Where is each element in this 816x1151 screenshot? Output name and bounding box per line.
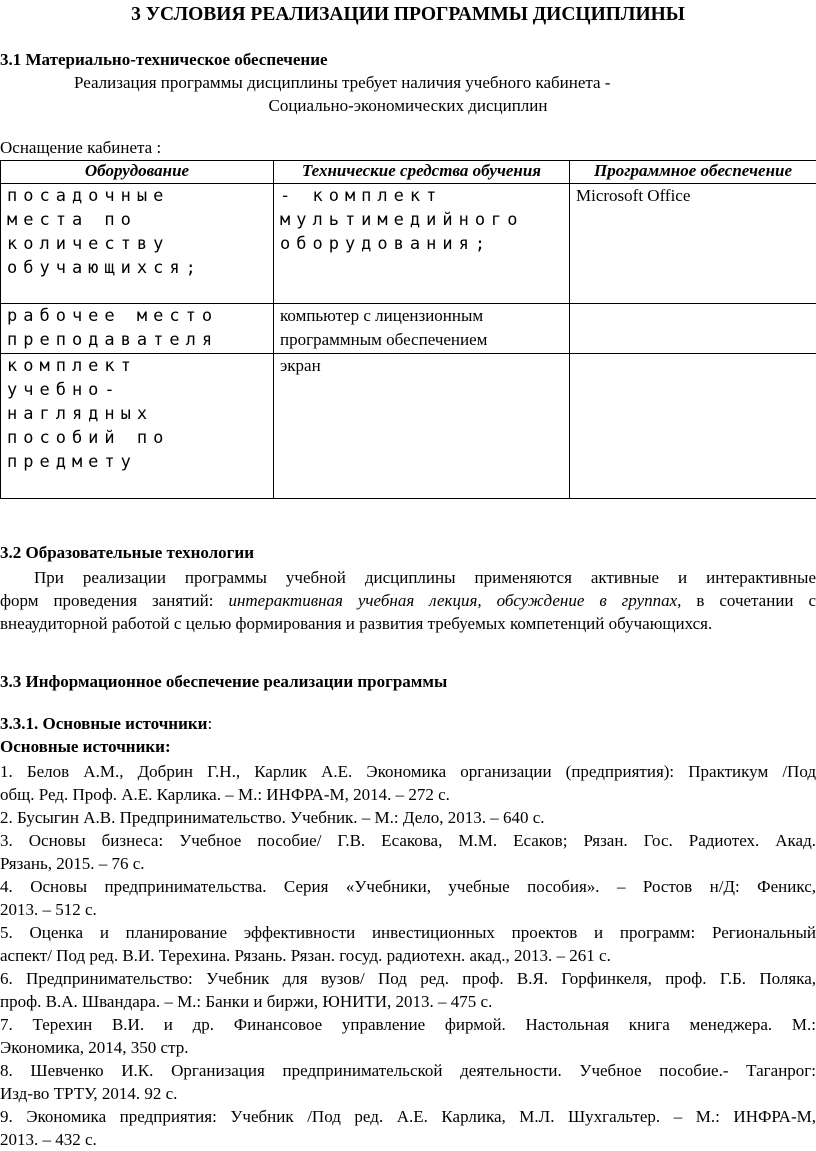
equipment-table (0, 160, 816, 499)
list-item (0, 1105, 816, 1151)
cell-line: комплект (7, 354, 267, 378)
subsection-3-3-1 (0, 714, 212, 734)
ref-line: 2013. – 512 с. (0, 898, 816, 921)
section-3-1-line-2: Социально-экономических дисциплин (0, 96, 816, 116)
equipment-label: Оснащение кабинета : (0, 138, 161, 158)
section-3-1-heading: 3.1 Материально-техническое обеспечение (0, 50, 328, 70)
text-span: форм проведения занятий: (0, 591, 228, 610)
ref-line: аспект/ Под ред. В.И. Терехина. Рязань. Рязан. госуд. радиотехн. акад., 2013. – 261 с. (0, 944, 816, 967)
cell-line: - комплект (280, 184, 563, 208)
table-row (1, 304, 816, 354)
cell-line: пособий по (7, 426, 267, 450)
ref-line: 2013. – 432 с. (0, 1128, 816, 1151)
list-item (0, 760, 816, 806)
list-item (0, 875, 816, 921)
ref-line: 4. Основы предпринимательства. Серия «Учебники, учебные пособия». – Ростов н/Д: Феникс, (0, 875, 816, 898)
sources-label: Основные источники: (0, 737, 171, 757)
references-list (0, 760, 816, 1151)
section-3-2-heading: 3.2 Образовательные технологии (0, 543, 254, 563)
cell-line: посадочные (7, 184, 267, 208)
subsection-colon: : (207, 714, 212, 733)
ref-line: 2. Бусыгин А.В. Предпринимательство. Учебник. – М.: Дело, 2013. – 640 с. (0, 806, 816, 829)
paragraph-line (0, 589, 816, 612)
software-cell (570, 354, 816, 499)
ref-line: 6. Предпринимательство: Учебник для вузов/ Под ред. проф. В.Я. Горфинкеля, проф. Г.Б. Поляка, (0, 967, 816, 990)
ref-line: 3. Основы бизнеса: Учебное пособие/ Г.В. Есакова, М.М. Есаков; Рязан. Гос. Радиотех. Акад. (0, 829, 816, 852)
italic-text: интерактивная учебная лекция, обсуждение в группах, (228, 591, 681, 610)
header-software: Программное обеспечение (570, 161, 816, 184)
ref-line: проф. В.А. Швандара. – М.: Банки и биржи, ЮНИТИ, 2013. – 475 с. (0, 990, 816, 1013)
equipment-cell (1, 184, 274, 304)
list-item (0, 967, 816, 1013)
software-cell: Microsoft Office (570, 184, 816, 304)
cell-line: мультимедийного (280, 208, 563, 232)
table-row (1, 184, 816, 304)
equipment-cell (1, 304, 274, 354)
tech-cell (274, 184, 570, 304)
cell-line: экран (280, 354, 563, 378)
software-cell (570, 304, 816, 354)
section-3-1-line-1: Реализация программы дисциплины требует наличия учебного кабинета - (74, 73, 610, 93)
cell-line: учебно- (7, 378, 267, 402)
cell-line: компьютер с лицензионным (280, 304, 563, 328)
cell-line: обучающихся; (7, 256, 267, 280)
list-item (0, 1059, 816, 1105)
ref-line: 9. Экономика предприятия: Учебник /Под ред. А.Е. Карлика, М.Л. Шухгальтер. – М.: ИНФРА-М, (0, 1105, 816, 1128)
cell-line: программным обеспечением (280, 328, 563, 352)
text-span: в сочетании с (681, 591, 816, 610)
cell-line: места по (7, 208, 267, 232)
cell-line: наглядных (7, 402, 267, 426)
paragraph-line: внеаудиторной работой с целью формирования и развития требуемых компетенций обучающихся. (0, 612, 816, 635)
table-header-row (1, 161, 816, 184)
ref-line: 1. Белов А.М., Добрин Г.Н., Карлик А.Е. Экономика организации (предприятия): Практикум /Под (0, 760, 816, 783)
subsection-title: 3.3.1. Основные источники (0, 714, 207, 733)
list-item (0, 1013, 816, 1059)
cell-line: количеству (7, 232, 267, 256)
ref-line: общ. Ред. Проф. А.Е. Карлика. – М.: ИНФРА-М, 2014. – 272 с. (0, 783, 816, 806)
header-tech: Технические средства обучения (274, 161, 570, 184)
table-row (1, 354, 816, 499)
list-item (0, 829, 816, 875)
equipment-cell (1, 354, 274, 499)
cell-line: предмету (7, 450, 267, 474)
tech-cell (274, 354, 570, 499)
ref-line: Экономика, 2014, 350 стр. (0, 1036, 816, 1059)
list-item (0, 806, 816, 829)
section-3-2-paragraph (0, 566, 816, 635)
list-item (0, 921, 816, 967)
ref-line: Изд-во ТРТУ, 2014. 92 с. (0, 1082, 816, 1105)
cell-line: оборудования; (280, 232, 563, 256)
tech-cell (274, 304, 570, 354)
cell-line: преподавателя (7, 328, 267, 352)
page-title: 3 УСЛОВИЯ РЕАЛИЗАЦИИ ПРОГРАММЫ ДИСЦИПЛИНЫ (0, 4, 816, 26)
cell-line: рабочее место (7, 304, 267, 328)
paragraph-line: При реализации программы учебной дисциплины применяются активные и интерактивные (0, 566, 816, 589)
ref-line: 8. Шевченко И.К. Организация предпринимательской деятельности. Учебное пособие.- Таганрог: (0, 1059, 816, 1082)
header-equipment: Оборудование (1, 161, 274, 184)
ref-line: Рязань, 2015. – 76 с. (0, 852, 816, 875)
section-3-3-heading: 3.3 Информационное обеспечение реализации программы (0, 672, 447, 692)
ref-line: 7. Терехин В.И. и др. Финансовое управление фирмой. Настольная книга менеджера. М.: (0, 1013, 816, 1036)
ref-line: 5. Оценка и планирование эффективности инвестиционных проектов и программ: Региональный (0, 921, 816, 944)
